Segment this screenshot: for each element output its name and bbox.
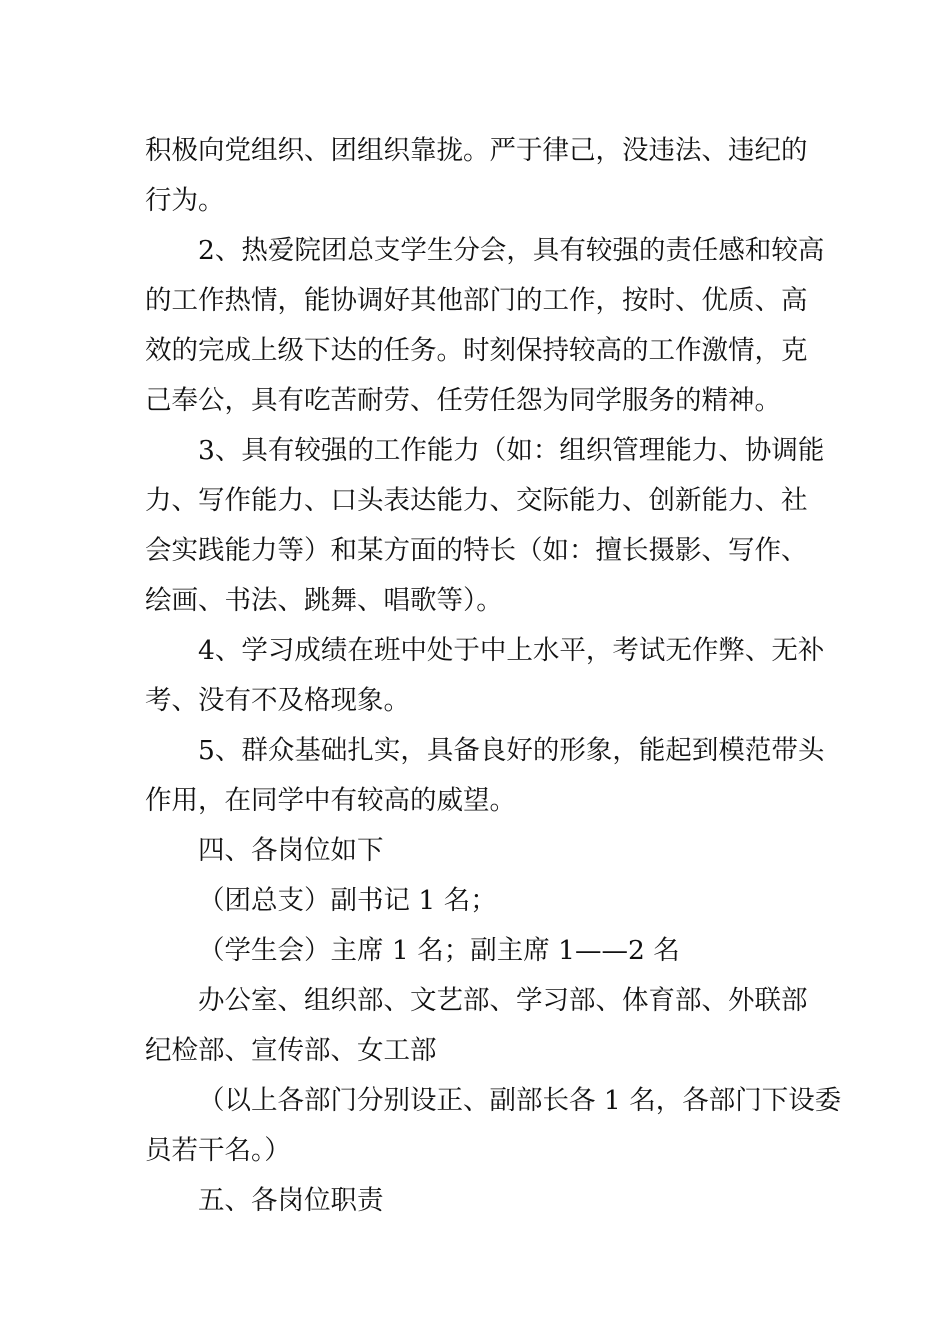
text-line: 3、具有较强的工作能力（如：组织管理能力、协调能: [198, 435, 825, 466]
text-line: （以上各部门分别设正、副部长各 1 名，各部门下设委: [198, 1085, 842, 1116]
text-line: 绘画、书法、跳舞、唱歌等）。: [145, 585, 503, 616]
text-line: 己奉公，具有吃苦耐劳、任劳任怨为同学服务的精神。: [145, 385, 781, 416]
text-line: 纪检部、宣传部、女工部: [145, 1035, 437, 1066]
text-line: 效的完成上级下达的任务。时刻保持较高的工作激情，克: [145, 335, 808, 366]
text-line: 考、没有不及格现象。: [145, 685, 410, 716]
text-line: 力、写作能力、口头表达能力、交际能力、创新能力、社: [145, 485, 808, 516]
text-line: 5、群众基础扎实，具备良好的形象，能起到模范带头: [198, 735, 825, 766]
text-line: （学生会）主席 1 名；副主席 1——2 名: [198, 935, 680, 966]
section-heading: 五、各岗位职责: [198, 1185, 384, 1216]
text-line: 的工作热情，能协调好其他部门的工作，按时、优质、高: [145, 285, 808, 316]
text-line: 4、学习成绩在班中处于中上水平，考试无作弊、无补: [198, 635, 825, 666]
text-line: 2、热爱院团总支学生分会，具有较强的责任感和较高: [198, 235, 825, 266]
text-line: 积极向党组织、团组织靠拢。严于律己，没违法、违纪的: [145, 135, 808, 166]
text-line: 作用，在同学中有较高的威望。: [145, 785, 516, 816]
text-line: 会实践能力等）和某方面的特长（如：擅长摄影、写作、: [145, 535, 808, 566]
text-line: 员若干名。）: [145, 1135, 291, 1166]
text-line: （团总支）副书记 1 名；: [198, 885, 497, 916]
section-heading: 四、各岗位如下: [198, 835, 384, 866]
text-line: 办公室、组织部、文艺部、学习部、体育部、外联部: [198, 985, 808, 1016]
text-line: 行为。: [145, 185, 225, 216]
